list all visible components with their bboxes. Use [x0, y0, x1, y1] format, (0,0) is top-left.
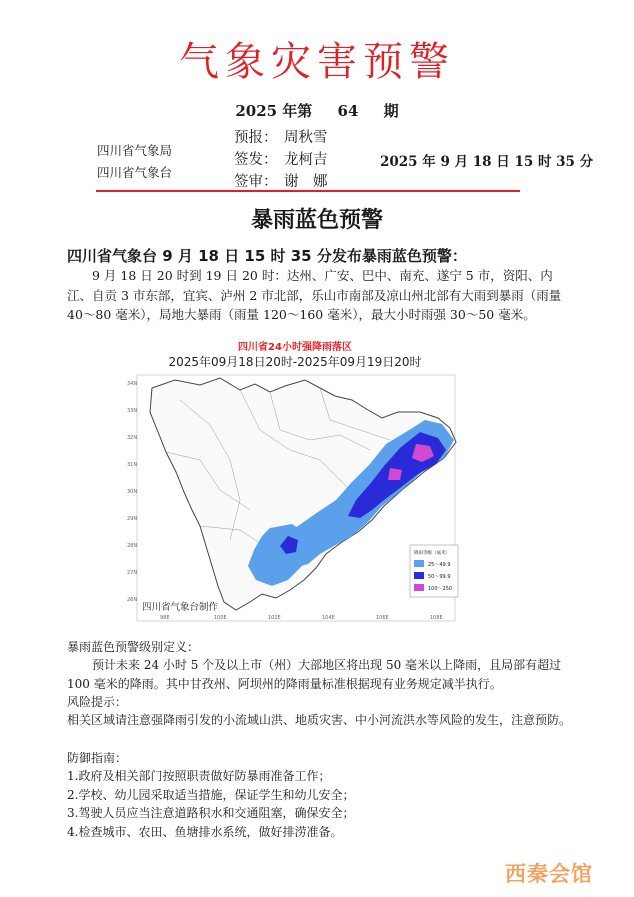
latitude-label: 31N — [127, 462, 138, 468]
watermark-logo: 西秦会馆 — [505, 862, 593, 886]
forecaster-line — [234, 126, 328, 147]
longitude-label: 100E — [214, 615, 227, 621]
longitude-label: 104E — [322, 615, 335, 621]
definition-text: 预计未来 24 小时 5 个及以上市（州）大部地区将出现 50 毫米以上降雨，且局部有超过 100 毫米的降雨。其中甘孜州、阿坝州的降雨量标准根据现有业务规定减半执行。 — [67, 658, 562, 691]
longitude-label: 102E — [268, 615, 281, 621]
latitude-label: 29N — [127, 516, 138, 522]
map-credit: 四川省气象台制作 — [142, 602, 219, 613]
latitude-label: 34N — [127, 381, 138, 387]
guide-title: 防御指南： — [67, 751, 128, 765]
legend-swatch — [414, 584, 424, 591]
issuer-name: 龙柯吉 — [284, 152, 328, 168]
forecaster-label: 预报： — [234, 130, 278, 146]
definition-title: 暴雨蓝色预警级别定义： — [67, 640, 200, 654]
document-title: 气象灾害预警 — [179, 39, 455, 85]
issue-unit: 期 — [383, 102, 399, 120]
forecaster-name: 周秋雪 — [284, 130, 328, 146]
latitude-label: 33N — [127, 408, 138, 414]
map-legend — [410, 545, 458, 597]
latitude-label: 28N — [127, 543, 138, 549]
latitude-label: 26N — [127, 597, 138, 603]
guide-item: 2.学校、幼儿园采取适当措施，保证学生和幼儿安全； — [67, 787, 355, 802]
rainfall-map-svg — [120, 340, 470, 622]
guide-item: 1.政府及相关部门按照职责做好防暴雨准备工作； — [67, 769, 331, 783]
longitude-label: 106E — [376, 615, 389, 621]
org-observatory: 四川省气象台 — [97, 165, 173, 180]
latitude-label: 32N — [127, 435, 138, 441]
issue-datetime: 2025 年 9 月 18 日 15 时 35 分 — [380, 154, 594, 170]
issue-line — [0, 100, 634, 121]
latitude-label: 30N — [127, 489, 138, 495]
reviewer-label: 签审： — [234, 174, 278, 190]
org-bureau: 四川省气象局 — [97, 143, 173, 158]
longitude-label: 98E — [160, 615, 170, 621]
legend-label: 100～250 — [428, 586, 453, 592]
header-divider — [96, 190, 520, 192]
legend-swatch — [414, 572, 424, 579]
legend-swatch — [414, 560, 424, 567]
bulletin-subheading: 四川省气象台 9 月 18 日 15 时 35 分发布暴雨蓝色预警： — [67, 247, 467, 265]
guide-list — [67, 767, 577, 841]
map-subtitle: 2025年09月18日20时-2025年09月19日20时 — [168, 355, 422, 369]
reviewer-line — [234, 170, 328, 191]
reviewer-name: 谢 娜 — [284, 174, 328, 190]
legend-label: 50～99.9 — [428, 574, 451, 580]
issue-number: 64 — [337, 102, 359, 120]
risk-title: 风险提示： — [67, 695, 128, 709]
longitude-label: 108E — [430, 615, 443, 621]
rainfall-map — [120, 340, 470, 622]
legend-label: 25～49.9 — [428, 562, 451, 568]
legend-title: 降雨等级（毫米） — [414, 551, 450, 556]
guide-item: 3.驾驶人员应当注意道路积水和交通阻塞，确保安全； — [67, 806, 355, 820]
guide-item: 4.检查城市、农田、鱼塘排水系统，做好排涝准备。 — [67, 824, 343, 839]
latitude-label: 27N — [127, 570, 138, 576]
issue-year: 2025 年第 — [235, 102, 313, 120]
bulletin-heading: 暴雨蓝色预警 — [250, 208, 383, 233]
bulletin-body: 9 月 18 日 20 时到 19 日 20 时：达州、广安、巴中、南充、遂宁 5 市，资阳、内江、自贡 3 市东部，宜宾、泸州 2 市北部，乐山市南部及凉山州北部有大雨到暴雨（雨量 40～80 毫米），局地大暴雨（雨量 120～160 毫米），最大小时雨强 30～50 毫米。 — [67, 268, 562, 322]
risk-text: 相关区域请注意强降雨引发的小流域山洪、地质灾害、中小河流洪水等风险的发生，注意预防。 — [67, 713, 572, 727]
map-title: 四川省24小时强降雨落区 — [238, 342, 352, 353]
issuer-line — [234, 148, 328, 169]
rain-zone-extreme-2 — [388, 468, 402, 480]
issuer-label: 签发： — [234, 152, 278, 168]
